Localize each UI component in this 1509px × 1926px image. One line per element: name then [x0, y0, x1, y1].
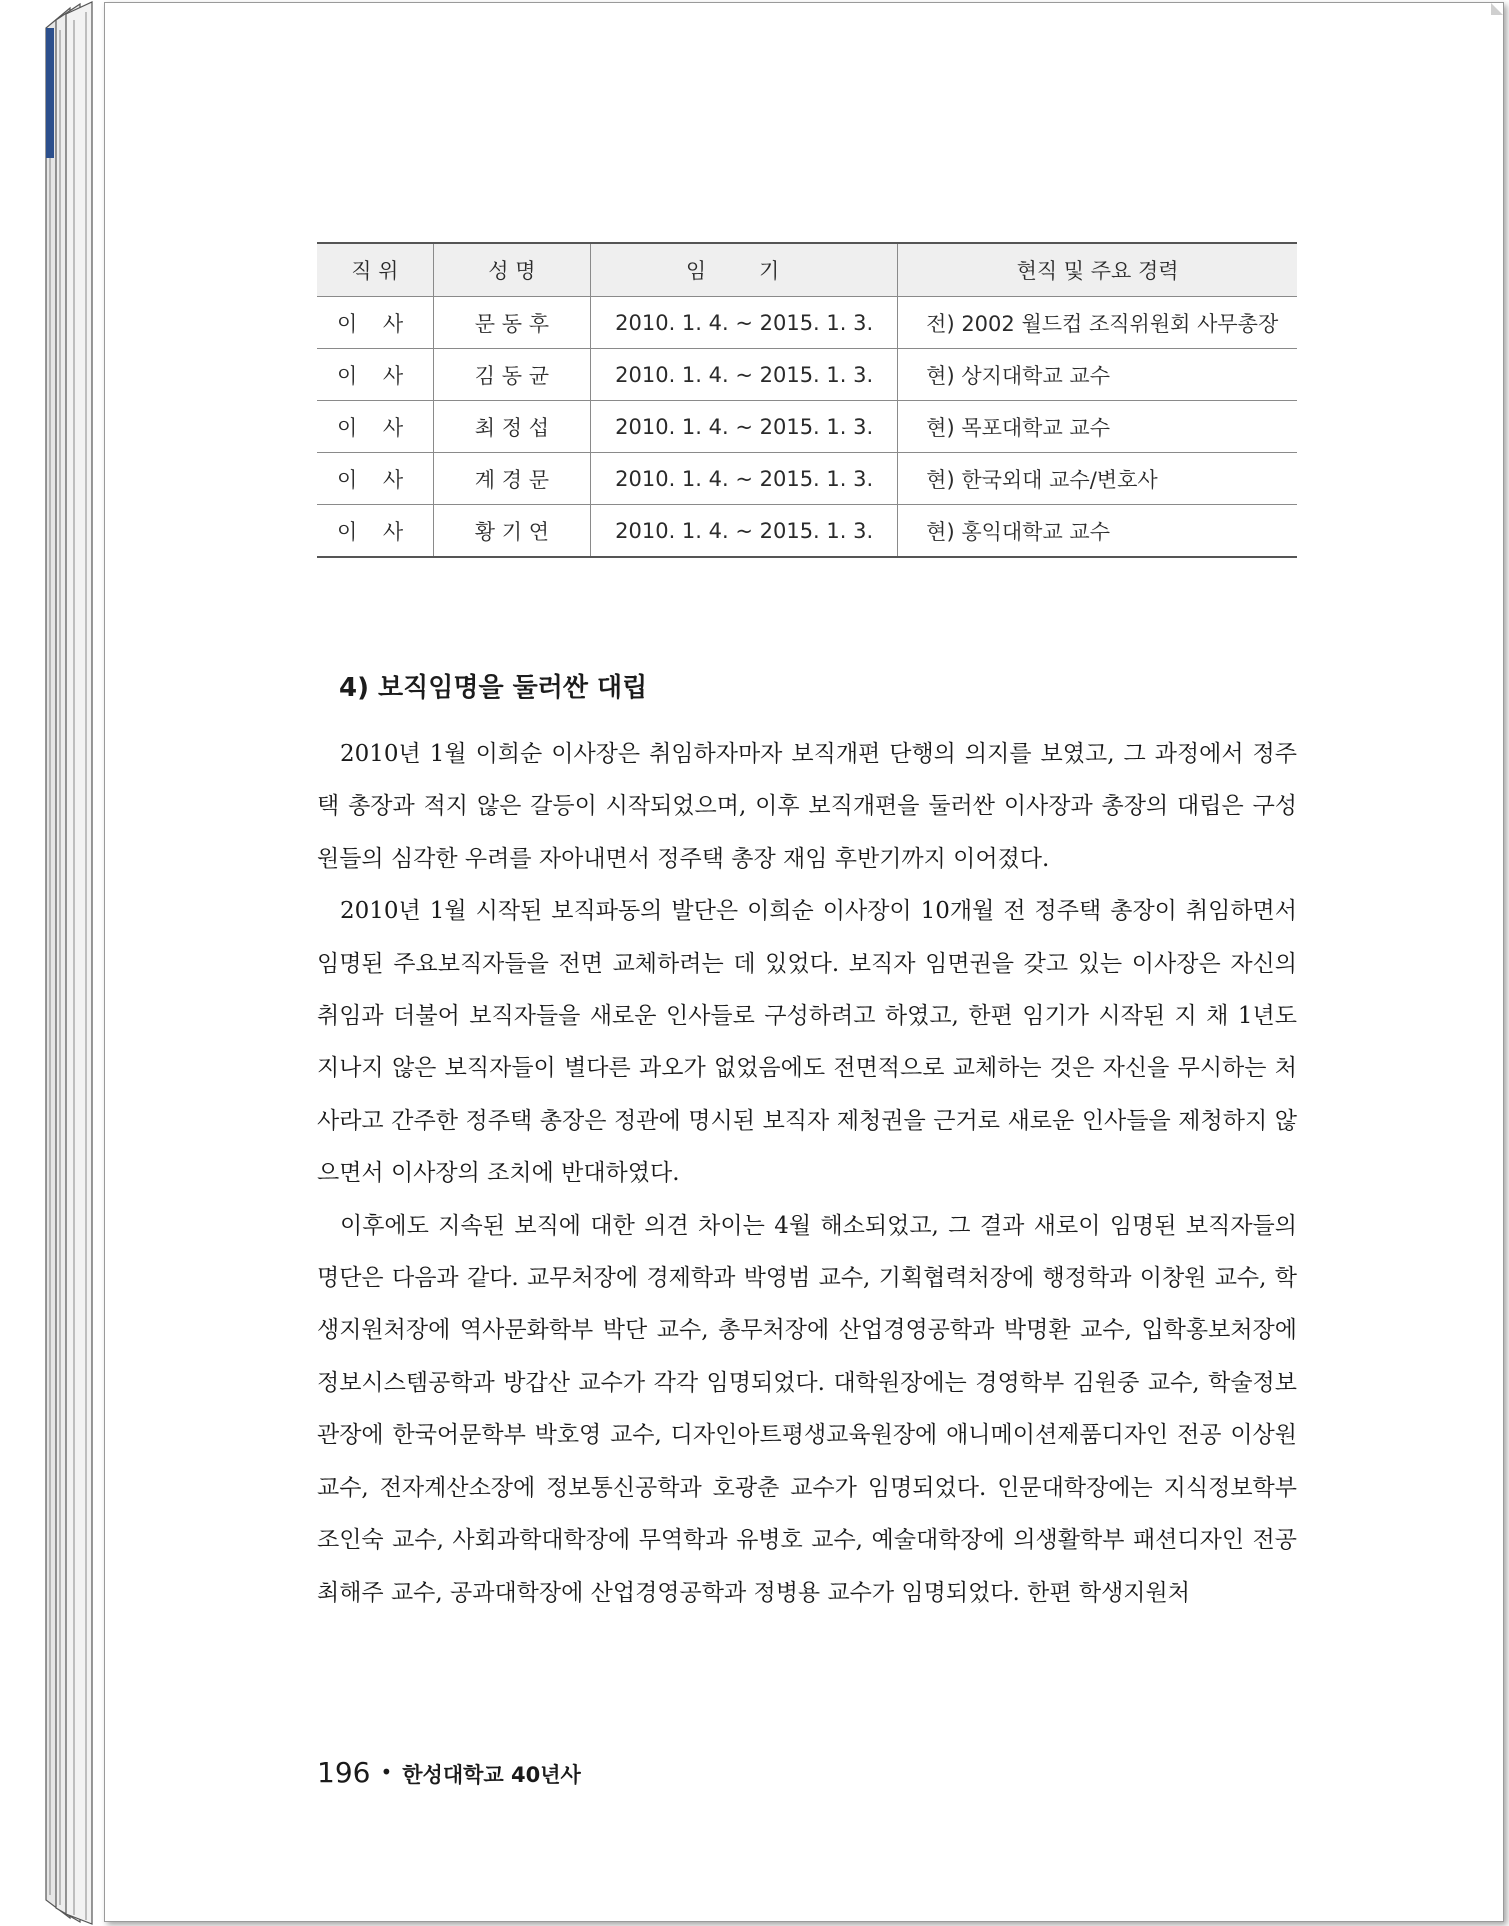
bookmark-ribbon — [46, 28, 54, 158]
cell-position: 이 사 — [317, 349, 433, 401]
page-footer — [317, 1756, 581, 1789]
cell-term: 2010. 1. 4. ~ 2015. 1. 3. — [591, 349, 898, 401]
footer-separator: • — [380, 1760, 393, 1784]
cell-position: 이 사 — [317, 297, 433, 349]
section-title: 4) 보직임명을 둘러싼 대립 — [339, 673, 648, 703]
cell-term: 2010. 1. 4. ~ 2015. 1. 3. — [591, 401, 898, 453]
book-edge — [0, 0, 110, 1926]
cell-name: 황 기 연 — [433, 505, 590, 558]
cell-career: 현) 상지대학교 교수 — [898, 349, 1297, 401]
cell-term: 2010. 1. 4. ~ 2015. 1. 3. — [591, 505, 898, 558]
cell-position: 이 사 — [317, 505, 433, 558]
paragraph: 이후에도 지속된 보직에 대한 의견 차이는 4월 해소되었고, 그 결과 새로이 임명된 보직자들의 명단은 다음과 같다. 교무처장에 경제학과 박영범 교수, 기획협력처장에 행정학과 이창원 교수, 학생지원처장에 역사문화학부 박단 교수, 총무처장에 산업경영공학과 박명환 교수, 입학홍보처장에 정보시스템공학과 방갑산 교수가 각각 임명되었다. 대학원장에는 경영학부 김원중 교수, 학술정보관장에 한국어문학부 박호영 교수, 디자인아트평생교육원장에 애니메이션제품디자인 전공 이상원 교수, 전자계산소장에 정보통신공학과 호광춘 교수가 임명되었다. 인문대학장에는 지식정보학부 조인숙 교수, 사회과학대학장에 무역학과 유병호 교수, 예술대학장에 의생활학부 패션디자인 전공 최해주 교수, 공과대학장에 산업경영공학과 정병용 교수가 임명되었다. 한편 학생지원처 — [317, 1212, 1297, 1606]
header-position: 직 위 — [317, 243, 433, 297]
cell-position: 이 사 — [317, 453, 433, 505]
table-row — [317, 453, 1297, 505]
cell-name: 계 경 문 — [433, 453, 590, 505]
cell-career: 현) 목포대학교 교수 — [898, 401, 1297, 453]
paragraph: 2010년 1월 이희순 이사장은 취임하자마자 보직개편 단행의 의지를 보였고, 그 과정에서 정주택 총장과 적지 않은 갈등이 시작되었으며, 이후 보직개편을 둘러싼 이사장과 총장의 대립은 구성원들의 심각한 우려를 자아내면서 정주택 총장 재임 후반기까지 이어졌다. — [317, 741, 1297, 872]
page-corner — [1491, 3, 1503, 15]
table-row — [317, 505, 1297, 558]
header-name: 성 명 — [433, 243, 590, 297]
cell-term: 2010. 1. 4. ~ 2015. 1. 3. — [591, 297, 898, 349]
book-title: 한성대학교 40년사 — [402, 1763, 581, 1787]
page-number: 196 — [317, 1756, 371, 1789]
header-career: 현직 및 주요 경력 — [898, 243, 1297, 297]
cell-name: 김 동 균 — [433, 349, 590, 401]
cell-name: 문 동 후 — [433, 297, 590, 349]
cell-career: 현) 홍익대학교 교수 — [898, 505, 1297, 558]
header-term: 임 기 — [591, 243, 898, 297]
board-members-table — [317, 242, 1297, 558]
table-header-row — [317, 243, 1297, 297]
cell-name: 최 정 섭 — [433, 401, 590, 453]
table-row — [317, 349, 1297, 401]
cell-career: 전) 2002 월드컵 조직위원회 사무총장 — [898, 297, 1297, 349]
cell-term: 2010. 1. 4. ~ 2015. 1. 3. — [591, 453, 898, 505]
section-body — [317, 728, 1297, 1619]
cell-career: 현) 한국외대 교수/변호사 — [898, 453, 1297, 505]
paragraph: 2010년 1월 시작된 보직파동의 발단은 이희순 이사장이 10개월 전 정주택 총장이 취임하면서 임명된 주요보직자들을 전면 교체하려는 데 있었다. 보직자 임면권을 갖고 있는 이사장은 자신의 취임과 더불어 보직자들을 새로운 인사들로 구성하려고 하였고, 한편 임기가 시작된 지 채 1년도 지나지 않은 보직자들이 별다른 과오가 없었음에도 전면적으로 교체하는 것은 자신을 무시하는 처사라고 간주한 정주택 총장은 정관에 명시된 보직자 제청권을 근거로 새로운 인사들을 제청하지 않으면서 이사장의 조치에 반대하였다. — [317, 898, 1297, 1187]
table-row — [317, 297, 1297, 349]
cell-position: 이 사 — [317, 401, 433, 453]
table-row — [317, 401, 1297, 453]
